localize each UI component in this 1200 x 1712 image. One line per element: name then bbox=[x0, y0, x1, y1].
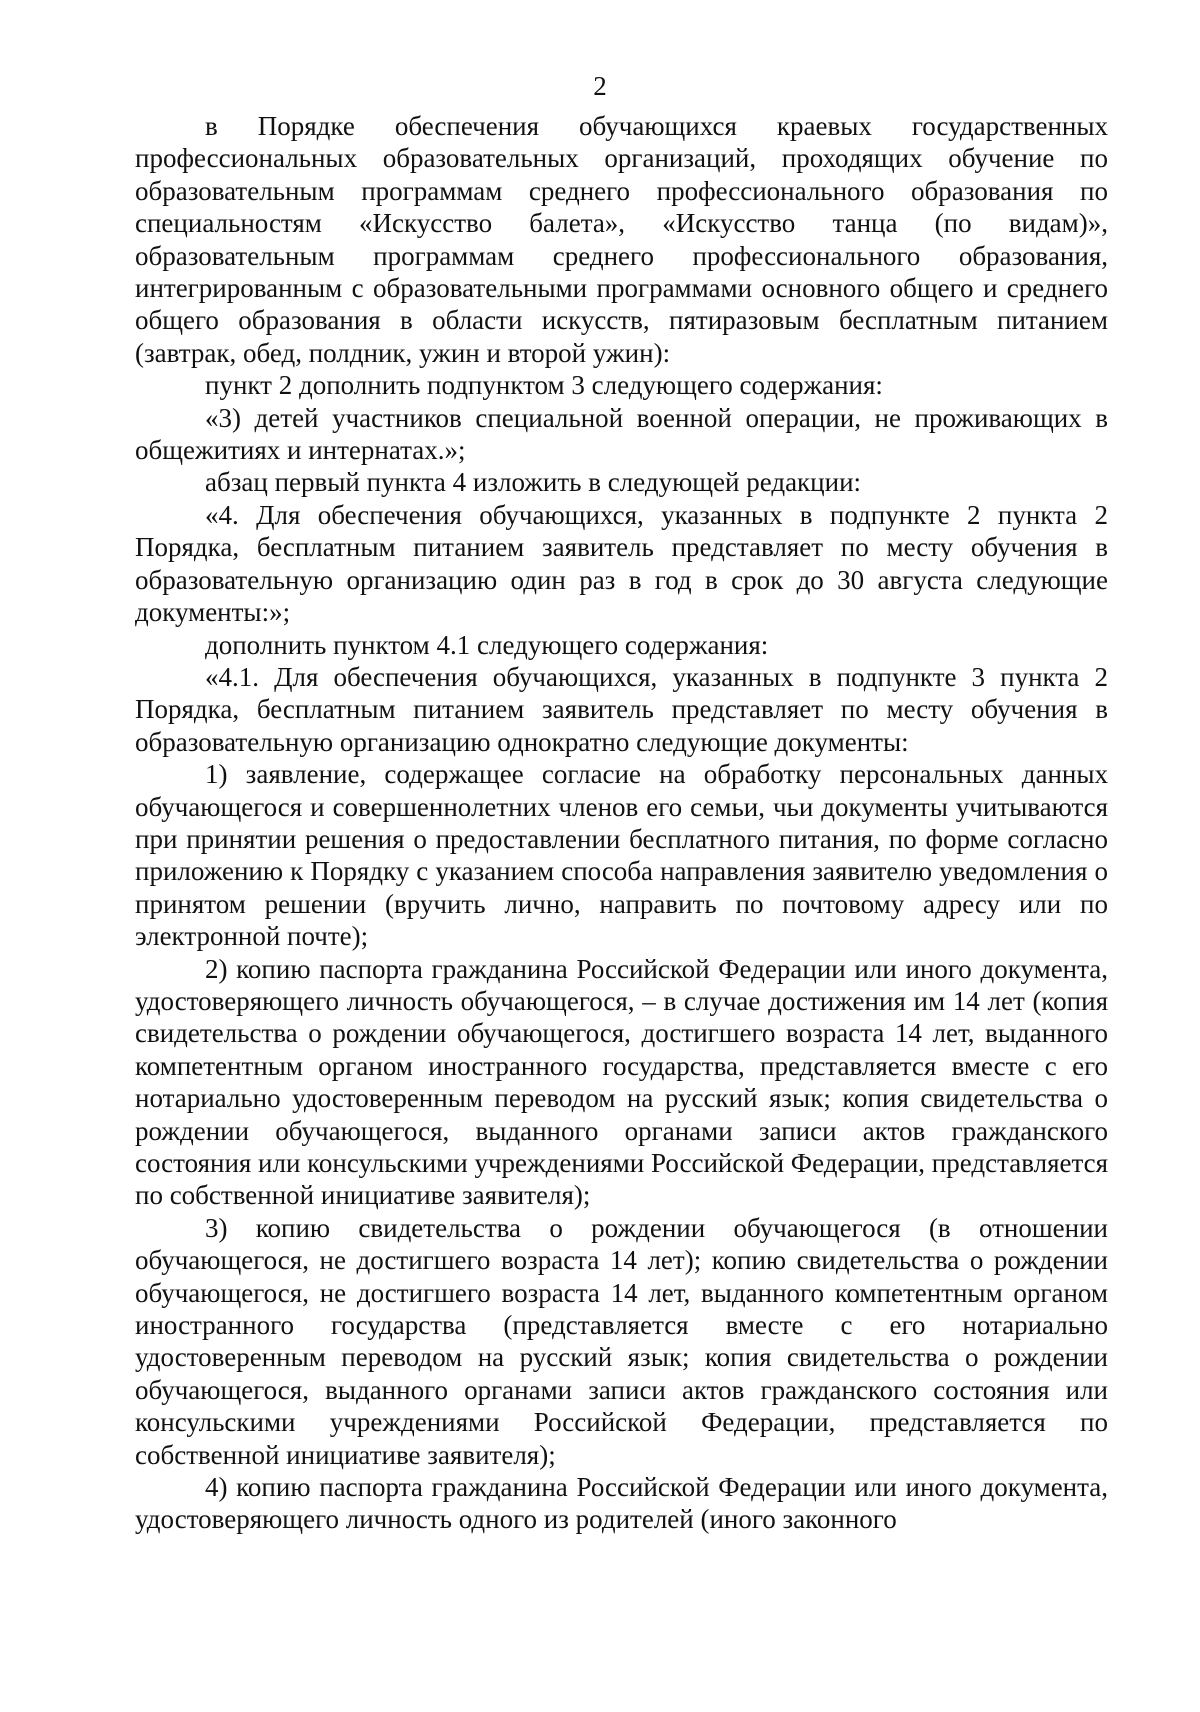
paragraph-item-3: 3) копию свидетельства о рождении обучающегося (в отношении обучающегося, не достигшего возраста 14 лет); копию свидетельства о рождении обучающегося, не достигшего возраста 14 лет, выданного компетентным органом иностранного государства (представляется вместе с его нотариально удостоверенным переводом на русский язык; копия свидетельства о рождении обучающегося, выданного органами записи актов гражданского состояния или консульскими учреждениями Российской Федерации, представляется по собственной инициативе заявителя); bbox=[135, 1212, 1108, 1470]
page-number: 2 bbox=[593, 71, 607, 101]
document-body bbox=[135, 110, 1108, 1536]
paragraph-amend-point-4: абзац первый пункта 4 изложить в следующей редакции: bbox=[205, 467, 862, 498]
paragraph-add-point-4-1: дополнить пунктом 4.1 следующего содержания: bbox=[205, 629, 769, 660]
paragraph-item-4: 4) копию паспорта гражданина Российской Федерации или иного документа, удостоверяющего личность одного из родителей (иного законного bbox=[135, 1472, 1108, 1535]
paragraph-item-2: 2) копию паспорта гражданина Российской Федерации или иного документа, удостоверяющего личность обучающегося, – в случае достижения им 14 лет (копия свидетельства о рождении обучающегося, достигшего возраста 14 лет, выданного компетентным органом иностранного государства, представляется вместе с его нотариально удостоверенным переводом на русский язык; копия свидетельства о рождении обучающегося, выданного органами записи актов гражданского состояния или консульскими учреждениями Российской Федерации, представляется по собственной инициативе заявителя); bbox=[135, 953, 1109, 1211]
paragraph-item-1: 1) заявление, содержащее согласие на обработку персональных данных обучающегося и совершеннолетних членов его семьи, чьи документы учитываются при принятии решения о предоставлении бесплатного питания, по форме согласно приложению к Порядку с указанием способа направления заявителю уведомления о принятом решении (вручить лично, направить по почтовому адресу или по электронной почте); bbox=[135, 759, 1108, 952]
paragraph-amend-point-2: пункт 2 дополнить подпунктом 3 следующего содержания: bbox=[205, 370, 883, 401]
paragraph-subpoint-3: «3) детей участников специальной военной операции, не проживающих в общежитиях и интернатах.»; bbox=[135, 402, 1108, 466]
paragraph-point-4-1: «4.1. Для обеспечения обучающихся, указанных в подпункте 3 пункта 2 Порядка, бесплатным питанием заявитель представляет по месту обучения в образовательную организацию однократно следующие документы: bbox=[135, 661, 1108, 757]
paragraph-order-title: в Порядке обеспечения обучающихся краевых государственных профессиональных образовательных организаций, проходящих обучение по образовательным программам среднего профессионального образования по специальностям «Искусство балета», «Искусство танца (по видам)», образовательным программам среднего профессионального образования, интегрированным с образовательными программами основного общего и среднего общего образования в области искусств, пятиразовым бесплатным питанием (завтрак, обед, полдник, ужин и второй ужин): bbox=[135, 111, 1108, 368]
paragraph-point-4: «4. Для обеспечения обучающихся, указанных в подпункте 2 пункта 2 Порядка, бесплатным питанием заявитель представляет по месту обучения в образовательную организацию один раз в год в срок до 30 августа следующие документы:»; bbox=[135, 499, 1108, 628]
